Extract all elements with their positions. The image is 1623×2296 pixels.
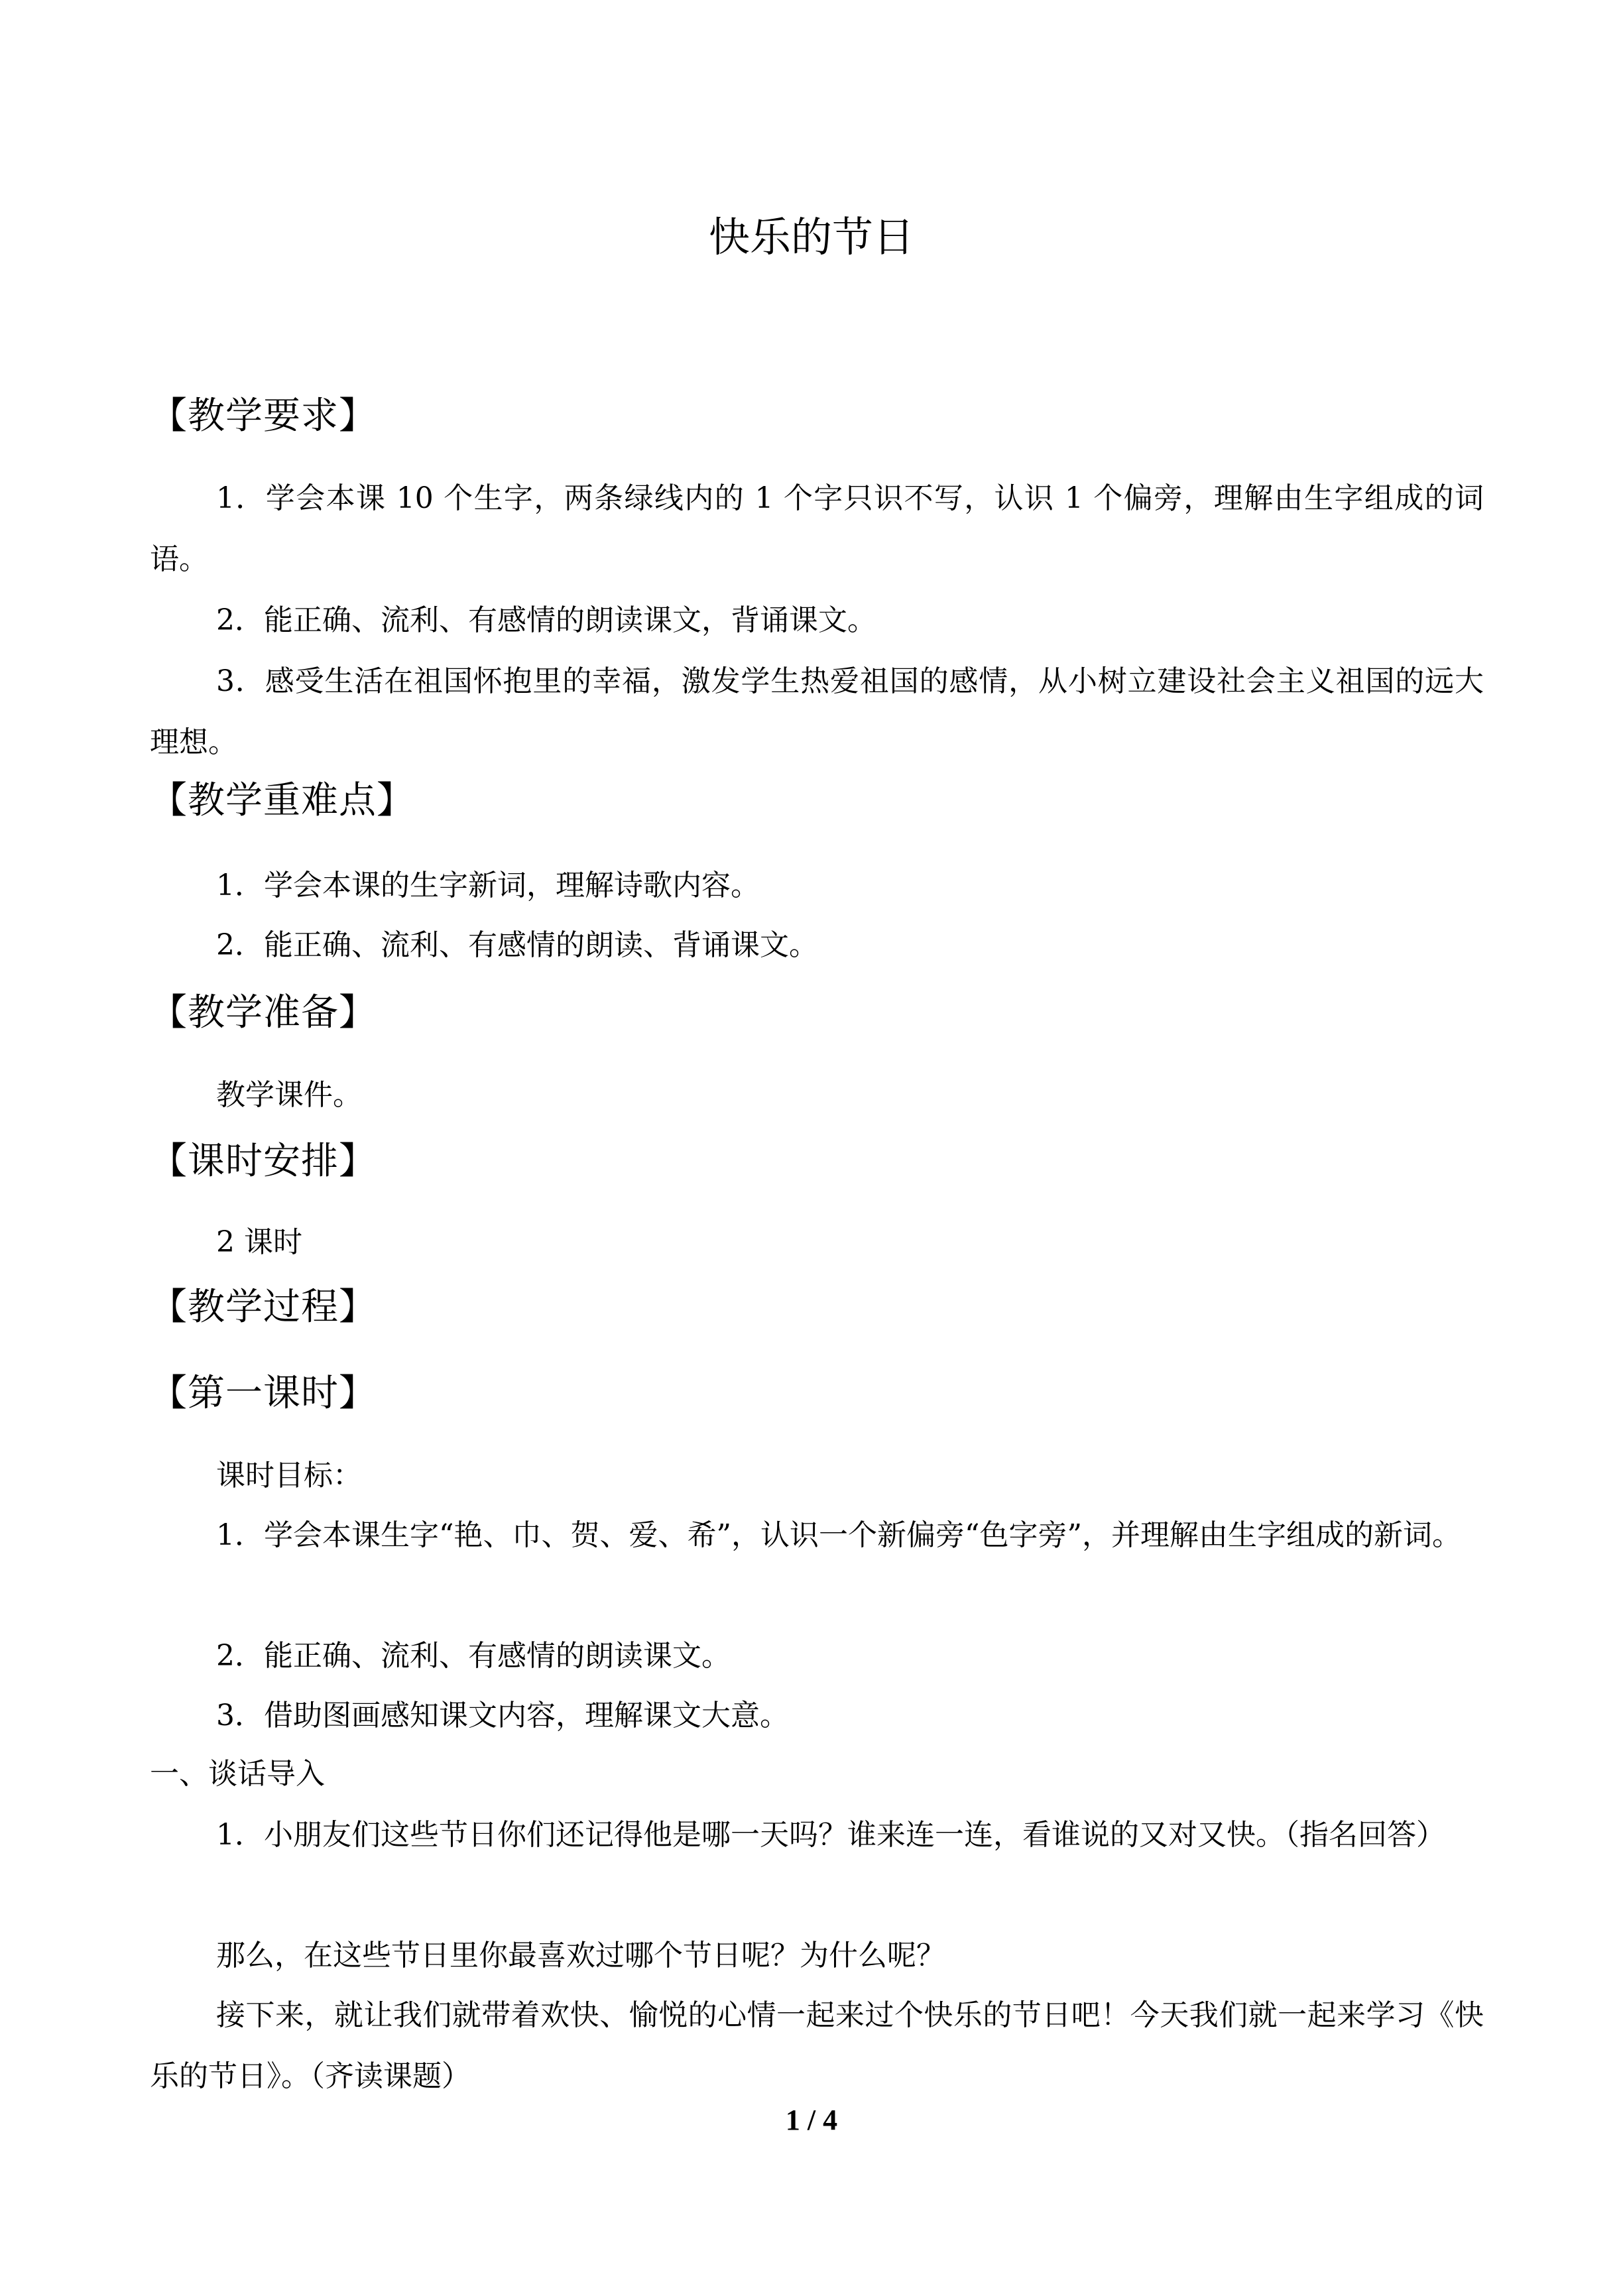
heading-process: 【教学过程】 [150, 1286, 377, 1329]
page-number: 1 / 4 [785, 2104, 838, 2136]
step-one-paragraph-2: 那么，在这些节日里你最喜欢过哪个节日呢？为什么呢？ [216, 1939, 945, 1972]
step-one-paragraph-3: 接下来，就让我们就带着欢快、愉悦的心情一起来过个快乐的节日吧！今天我们就一起来学习《快乐的节日》。（齐读课题） [150, 1998, 1484, 2093]
heading-preparation: 【教学准备】 [150, 991, 377, 1034]
requirement-item-1: 1．学会本课 10 个生字，两条绿线内的 1 个字只识不写，认识 1 个偏旁，理解由生字组成的词语。 [150, 481, 1484, 576]
requirement-item-3: 3．感受生活在祖国怀抱里的幸福，激发学生热爱祖国的感情，从小树立建设社会主义祖国的远大理想。 [150, 664, 1484, 759]
lesson-goal-item-3: 3．借助图画感知课文内容，理解课文大意。 [216, 1699, 789, 1732]
heading-requirements: 【教学要求】 [150, 394, 377, 438]
lesson-goal-item-2: 2．能正确、流利、有感情的朗读课文。 [216, 1639, 731, 1673]
heading-schedule: 【课时安排】 [150, 1140, 377, 1183]
schedule-text: 2 课时 [216, 1225, 302, 1259]
heading-key-points: 【教学重难点】 [150, 779, 414, 822]
step-one-paragraph-1: 1．小朋友们这些节日你们还记得他是哪一天吗？谁来连一连，看谁说的又对又快。（指名回答） [216, 1818, 1445, 1852]
step-one-heading: 一、谈话导入 [150, 1757, 325, 1791]
lesson-goal-item-1: 1．学会本课生字“艳、巾、贺、爱、希”，认识一个新偏旁“色字旁”，并理解由生字组成的新词。 [216, 1518, 1461, 1552]
preparation-text: 教学课件。 [216, 1078, 362, 1112]
requirement-item-2: 2．能正确、流利、有感情的朗读课文，背诵课文。 [216, 603, 876, 637]
lesson-goal-label: 课时目标： [216, 1459, 362, 1492]
key-point-item-1: 1．学会本课的生字新词，理解诗歌内容。 [216, 869, 760, 902]
heading-first-lesson: 【第一课时】 [150, 1372, 377, 1415]
key-point-item-2: 2．能正确、流利、有感情的朗读、背诵课文。 [216, 928, 818, 962]
page-title: 快乐的节日 [708, 213, 914, 261]
